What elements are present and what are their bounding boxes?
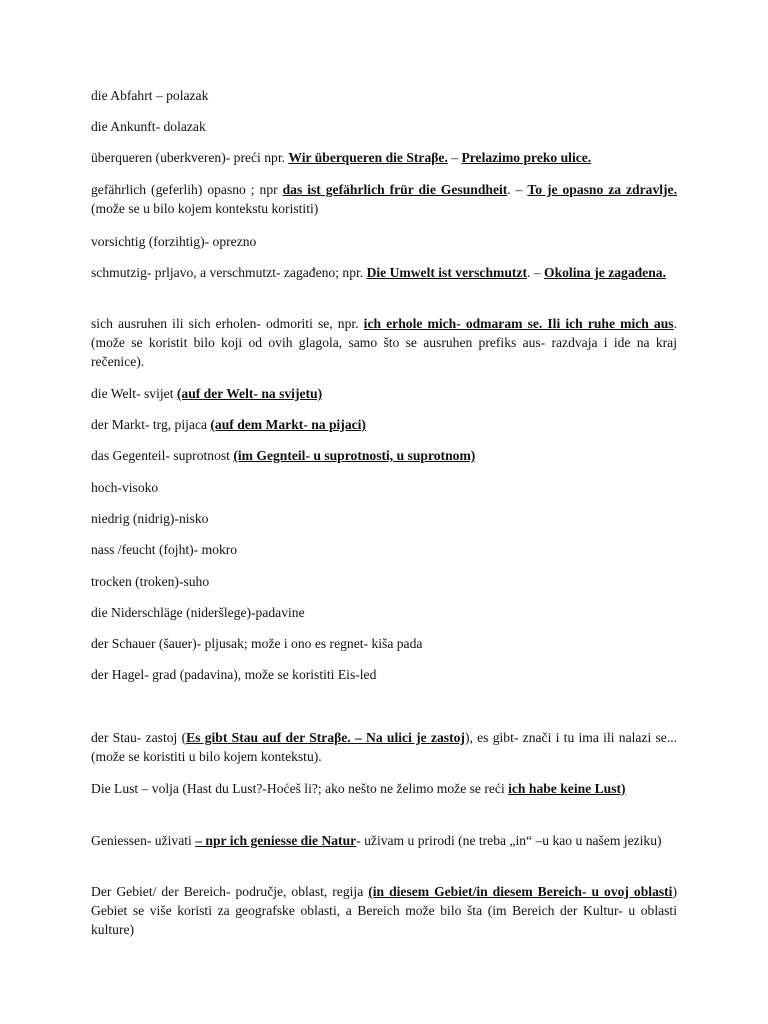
text-run: sich ausruhen ili sich erholen- odmoriti se, npr. (91, 316, 364, 331)
paragraph-gefahrlich (91, 180, 677, 218)
bold-underlined-text: – npr ich geniesse die Natur (195, 833, 357, 848)
paragraph-hagel (91, 665, 677, 684)
paragraph-ankunft (91, 117, 677, 136)
text-run: . – (527, 265, 544, 280)
paragraph-gebiet (91, 882, 677, 939)
text-run: schmutzig- prljavo, a verschmutzt- zagađeno; npr. (91, 265, 367, 280)
paragraph-lust (91, 779, 677, 798)
text-run: Geniessen- uživati (91, 833, 196, 848)
bold-underlined-text: Prelazimo preko ulice. (461, 150, 592, 165)
bold-underlined-text: (auf dem Markt- na pijaci) (210, 417, 366, 432)
bold-underlined-text: (in diesem Gebiet/in diesem Bereich- u ovoj oblasti (368, 884, 673, 899)
paragraph-niderschlage (91, 603, 677, 622)
text-run: niedrig (nidrig)-nisko (91, 511, 209, 526)
text-run: trocken (troken)-suho (91, 574, 210, 589)
text-run: vorsichtig (forzihtig)- oprezno (91, 234, 257, 249)
text-run: die Niderschläge (nideršlege)-padavine (91, 605, 305, 620)
text-run: – (447, 150, 462, 165)
bold-underlined-text: das ist gefährlich frür die Gesundheit (282, 182, 508, 197)
text-run: Der Gebiet/ der Bereich- područje, oblast, regija (91, 884, 369, 899)
text-run: . – (507, 182, 528, 197)
text-run: die Welt- svijet (91, 386, 177, 401)
paragraph-vorsichtig (91, 232, 677, 251)
text-run: der Hagel- grad (padavina), može se koristiti Eis-led (91, 667, 377, 682)
paragraph-uberqueren (91, 148, 677, 167)
text-run: - uživam u prirodi (ne treba „in“ –u kao u našem jeziku) (356, 833, 662, 848)
bold-underlined-text: Die Umwelt ist verschmutzt (366, 265, 527, 280)
bold-underlined-text: (im Gegnteil- u suprotnosti, u suprotnom) (233, 448, 476, 463)
text-run: der Stau- zastoj ( (91, 730, 187, 745)
text-run: die Ankunft- dolazak (91, 119, 206, 134)
bold-underlined-text: ich erhole mich- odmaram se. Ili ich ruhe mich aus (363, 316, 674, 331)
text-run: der Markt- trg, pijaca (91, 417, 211, 432)
text-run: hoch-visoko (91, 480, 159, 495)
text-run: der Schauer (šauer)- pljusak; može i ono es regnet- kiša pada (91, 636, 423, 651)
bold-underlined-text: Okolina je zagađena. (544, 265, 666, 280)
text-run: ) Gebiet se više koristi za geografske oblasti, a Bereich može bilo šta (im Bereich der Kultur- u oblasti kulture) (91, 884, 677, 937)
paragraph-abfahrt (91, 86, 677, 105)
text-run: nass /feucht (fojht)- mokro (91, 542, 238, 557)
paragraph-niedrig (91, 509, 677, 528)
paragraph-markt (91, 415, 677, 434)
paragraph-hoch (91, 478, 677, 497)
paragraph-ausruhen (91, 314, 677, 371)
text-run: Die Lust – volja (Hast du Lust?-Hoćeš li?; ako nešto ne želimo može se reći (91, 781, 509, 796)
text-run: gefährlich (geferlih) opasno ; npr (91, 182, 283, 197)
text-run: die Abfahrt – polazak (91, 88, 209, 103)
paragraph-nass (91, 540, 677, 559)
bold-underlined-text: To je opasno za zdravlje. (527, 182, 677, 197)
bold-underlined-text: (auf der Welt- na svijetu) (176, 386, 323, 401)
paragraph-schauer (91, 634, 677, 653)
bold-underlined-text: Wir überqueren die Straβe. (288, 150, 448, 165)
text-run: überqueren (uberkveren)- preći npr. (91, 150, 289, 165)
text-run: (može se u bilo kojem kontekstu koristiti) (91, 201, 319, 216)
paragraph-gegenteil (91, 446, 677, 465)
paragraph-welt (91, 384, 677, 403)
text-run: das Gegenteil- suprotnost (91, 448, 234, 463)
text-run: . (može se koristit bilo koji od ovih glagola, samo što se ausruhen prefiks aus- razdvaja i ide na kraj rečenice). (91, 316, 677, 369)
paragraph-trocken (91, 572, 677, 591)
paragraph-schmutzig (91, 263, 677, 282)
paragraph-geniessen (91, 831, 677, 850)
bold-underlined-text: Es gibt Stau auf der Straβe. – Na ulici je zastoj (186, 730, 465, 745)
bold-underlined-text: ich habe keine Lust) (508, 781, 626, 796)
text-run: ), es gibt- znači i tu ima ili nalazi se... (može se koristiti u bilo kojem kontekstu). (91, 730, 678, 764)
paragraph-stau (91, 728, 677, 766)
